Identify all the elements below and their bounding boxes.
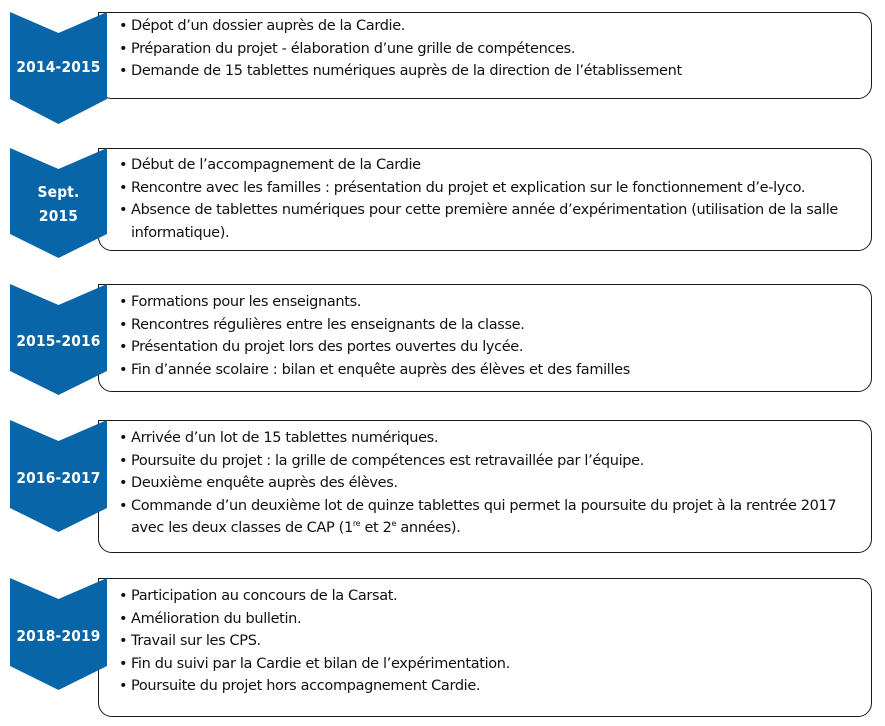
bullet-icon: • xyxy=(119,633,128,649)
item-text: Dépot d’un dossier auprès de la Cardie. xyxy=(131,18,406,34)
bullet-icon: • xyxy=(119,202,128,218)
list-item xyxy=(119,495,863,540)
list-item xyxy=(119,38,863,61)
entry-list xyxy=(119,585,863,698)
item-text: Participation au concours de la Carsat. xyxy=(131,588,398,604)
item-text: Poursuite du projet : la grille de compétences est retravaillée par l’équipe. xyxy=(131,452,644,469)
item-text: Fin d’année scolaire : bilan et enquête auprès des élèves et des familles xyxy=(131,361,630,378)
item-text-part: Commande d’un deuxième lot de quinze tablettes qui permet la poursuite du projet à la rentrée 2017 avec les deux classes de CAP (1 xyxy=(131,497,837,536)
list-item xyxy=(119,675,863,698)
item-text: Poursuite du projet hors accompagnement Cardie. xyxy=(131,678,481,694)
entry-box xyxy=(98,148,872,251)
bullet-icon: • xyxy=(119,497,128,514)
bullet-icon: • xyxy=(119,452,128,469)
superscript: e xyxy=(391,519,397,528)
list-item xyxy=(119,154,863,177)
bullet-icon: • xyxy=(119,63,128,79)
bullet-icon: • xyxy=(119,588,128,604)
list-item xyxy=(119,15,863,38)
entry-list xyxy=(119,427,863,540)
timeline-entry-2016-2017 xyxy=(0,420,885,555)
item-text: Demande de 15 tablettes numériques auprès de la direction de l’établissement xyxy=(131,63,682,79)
bullet-icon: • xyxy=(119,316,128,333)
period-chevron xyxy=(10,284,107,395)
entry-box xyxy=(98,284,872,392)
bullet-icon: • xyxy=(119,157,128,173)
entry-list xyxy=(119,15,863,83)
entry-box xyxy=(98,578,872,717)
item-text: Fin du suivi par la Cardie et bilan de l’expérimentation. xyxy=(131,655,510,672)
list-item xyxy=(119,291,863,314)
period-label: 2015 xyxy=(38,207,79,225)
period-label: 2016-2017 xyxy=(16,469,101,487)
list-item xyxy=(119,472,863,495)
list-item xyxy=(119,314,863,337)
list-item xyxy=(119,585,863,608)
superscript: re xyxy=(352,519,361,528)
chevron-shape xyxy=(10,148,107,258)
bullet-icon: • xyxy=(119,361,128,378)
bullet-icon: • xyxy=(119,655,128,672)
timeline-entry-2018-2019 xyxy=(0,578,885,718)
bullet-icon: • xyxy=(119,610,128,627)
period-chevron xyxy=(10,12,107,124)
item-text: Arrivée d’un lot de 15 tablettes numériques. xyxy=(131,430,439,446)
list-item xyxy=(119,199,863,244)
bullet-icon: • xyxy=(119,475,128,491)
list-item xyxy=(119,177,863,200)
item-text xyxy=(131,498,836,537)
list-item xyxy=(119,427,863,450)
entry-list xyxy=(119,291,863,381)
period-label: 2015-2016 xyxy=(16,332,101,350)
list-item xyxy=(119,60,863,83)
period-label: 2018-2019 xyxy=(16,627,101,645)
list-item xyxy=(119,336,863,359)
period-chevron xyxy=(10,148,107,258)
timeline-entry-2015-2016 xyxy=(0,284,885,396)
item-text: Amélioration du bulletin. xyxy=(131,610,302,627)
timeline-entry-sept-2015 xyxy=(0,148,885,260)
period-label: 2014-2015 xyxy=(16,58,101,76)
bullet-icon: • xyxy=(119,40,128,57)
bullet-icon: • xyxy=(119,18,128,34)
item-text: Absence de tablettes numériques pour cette première année d’expérimentation (utilisation de la salle informatique). xyxy=(131,202,838,241)
bullet-icon: • xyxy=(119,678,128,694)
timeline-entry-2014-2015 xyxy=(0,12,885,127)
entry-list xyxy=(119,154,863,244)
item-text-part: et 2 xyxy=(360,520,392,536)
item-text-part: années). xyxy=(396,520,461,536)
item-text: Présentation du projet lors des portes ouvertes du lycée. xyxy=(131,339,524,355)
item-text: Préparation du projet - élaboration d’une grille de compétences. xyxy=(131,40,576,57)
list-item xyxy=(119,450,863,473)
item-text: Formations pour les enseignants. xyxy=(131,294,362,310)
list-item xyxy=(119,608,863,631)
list-item xyxy=(119,630,863,653)
bullet-icon: • xyxy=(119,339,128,355)
bullet-icon: • xyxy=(119,294,128,310)
list-item xyxy=(119,653,863,676)
entry-box xyxy=(98,12,872,99)
item-text: Rencontres régulières entre les enseignants de la classe. xyxy=(131,316,525,333)
item-text: Début de l’accompagnement de la Cardie xyxy=(131,157,421,173)
item-text: Rencontre avec les familles : présentation du projet et explication sur le fonctionnement d’e-lyco. xyxy=(131,179,806,196)
period-label: Sept. xyxy=(37,183,80,201)
period-chevron xyxy=(10,420,107,532)
list-item xyxy=(119,359,863,382)
bullet-icon: • xyxy=(119,430,128,446)
item-text: Travail sur les CPS. xyxy=(131,633,261,649)
item-text: Deuxième enquête auprès des élèves. xyxy=(131,475,398,491)
entry-box xyxy=(98,420,872,553)
period-chevron xyxy=(10,578,107,690)
bullet-icon: • xyxy=(119,179,128,196)
